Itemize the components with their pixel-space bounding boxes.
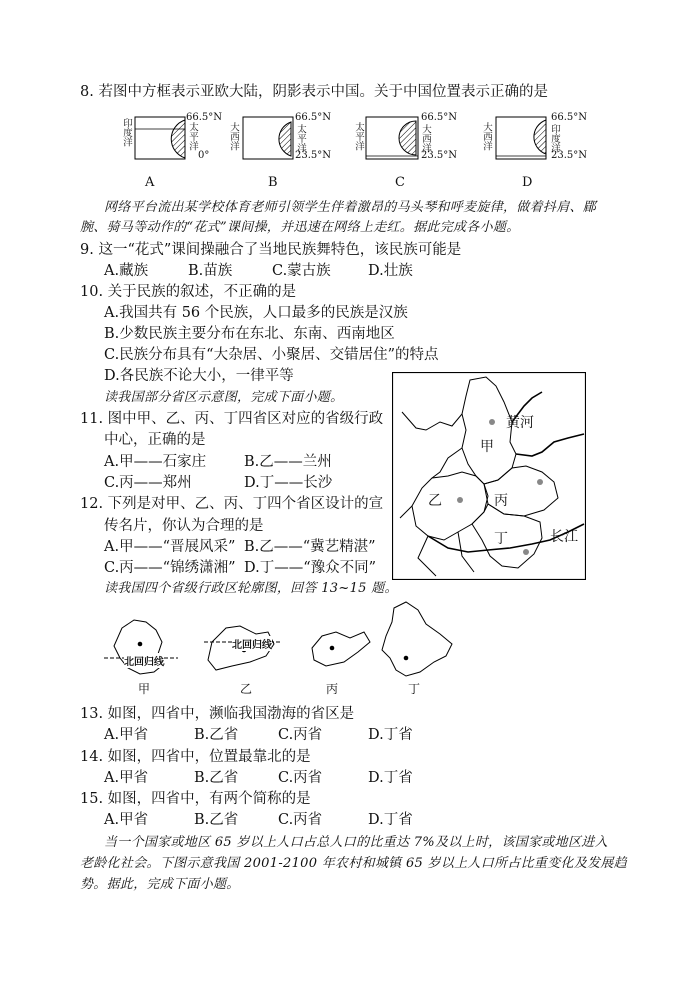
bottom-lat-label: 23.5°N: [295, 150, 332, 161]
q8-panel-c: [352, 112, 462, 174]
passage2-line3: 势。据此，完成下面小题。: [80, 877, 240, 892]
q8-panel-d: [478, 112, 598, 174]
q11-stem-line2: 中心，正确的是: [104, 432, 206, 448]
province-map: [392, 372, 586, 580]
top-lat-label: 66.5°N: [551, 112, 588, 123]
q14-option-c[interactable]: C.丙省: [278, 770, 323, 786]
q15-option-d[interactable]: D.丁省: [368, 812, 413, 828]
q9-option-d[interactable]: D.壮族: [368, 263, 413, 279]
q11-stem-line1: 11. 图中甲、乙、丙、丁四省区对应的省级行政: [80, 411, 384, 427]
q14-option-a[interactable]: A.甲省: [104, 770, 149, 786]
q13-option-a[interactable]: A.甲省: [104, 727, 149, 743]
q8-stem: 8. 若图中方框表示亚欧大陆，阴影表示中国。关于中国位置表示正确的是: [80, 84, 548, 100]
panel-c-letter: C: [395, 175, 405, 190]
tropic-line-label-jia: 北回归线: [124, 653, 164, 668]
q12-option-d[interactable]: D.丁——“豫众不同”: [244, 560, 377, 576]
q10-option-a[interactable]: A.我国共有 56 个民族，人口最多的民族是汉族: [104, 305, 408, 321]
q15-option-c[interactable]: C.丙省: [278, 812, 323, 828]
q13-option-b[interactable]: B.乙省: [194, 727, 239, 743]
right-sea-label: 大西洋: [420, 124, 431, 153]
outline-intro: 读我国四个省级行政区轮廓图，回答 13~15 题。: [104, 581, 398, 596]
jia-label: 甲: [480, 439, 494, 455]
map-intro: 读我国部分省区示意图，完成下面小题。: [104, 390, 344, 405]
passage1-line2: 腕、骑马等动作的“花式”课间操，并迅速在网络上走红。据此完成各小题。: [80, 220, 520, 235]
panel-a-letter: A: [145, 175, 155, 190]
left-sea-label: 太平洋: [353, 122, 364, 151]
right-sea-label: 太平洋: [295, 124, 306, 153]
q9-option-c[interactable]: C.蒙古族: [272, 263, 331, 279]
q13-option-c[interactable]: C.丙省: [278, 727, 323, 743]
q10-option-b[interactable]: B.少数民族主要分布在东北、东南、西南地区: [104, 326, 395, 342]
province-map-figure: [392, 372, 586, 580]
q15-stem: 15. 如图，四省中，有两个简称的是: [80, 791, 311, 807]
outline-label-yi: 乙: [240, 682, 253, 696]
outline-label-ding: 丁: [408, 682, 421, 696]
left-sea-label: 大西洋: [228, 122, 239, 151]
q15-option-a[interactable]: A.甲省: [104, 812, 149, 828]
outline-label-jia: 甲: [138, 682, 151, 696]
q10-option-c[interactable]: C.民族分布具有“大杂居、小聚居、交错居住”的特点: [104, 347, 439, 363]
bing-label: 丙: [494, 493, 508, 509]
city-dot: [537, 479, 543, 485]
bottom-lat-label: 23.5°N: [551, 150, 588, 161]
top-lat-label: 66.5°N: [186, 112, 223, 123]
q14-option-d[interactable]: D.丁省: [368, 770, 413, 786]
q10-stem: 10. 关于民族的叙述，不正确的是: [80, 284, 297, 300]
q11-option-d[interactable]: D.丁——长沙: [244, 475, 333, 491]
passage2-line2: 老龄化社会。下图示意我国 2001-2100 年农村和城镇 65 岁以上人口所占比重变化及发展趋: [80, 856, 628, 871]
q14-option-b[interactable]: B.乙省: [194, 770, 239, 786]
left-sea-label: 大西洋: [481, 122, 492, 151]
q9-option-b[interactable]: B.苗族: [188, 263, 233, 279]
changjiang-label: 长江: [550, 529, 578, 545]
province-outlines-figure: [100, 598, 460, 698]
q12-stem-line2: 传名片，你认为合理的是: [104, 518, 264, 534]
panel-d-letter: D: [522, 175, 533, 190]
passage1-line1: 网络平台流出某学校体育老师引领学生伴着激昂的马头琴和呼麦旋律，做着抖肩、郿: [104, 200, 597, 215]
q13-stem: 13. 如图，四省中，濒临我国渤海的省区是: [80, 706, 355, 722]
q12-stem-line1: 12. 下列是对甲、乙、丙、丁四个省区设计的宣: [80, 496, 384, 512]
q9-option-a[interactable]: A.藏族: [104, 263, 149, 279]
top-lat-label: 66.5°N: [295, 112, 332, 123]
q11-option-a[interactable]: A.甲——石家庄: [104, 454, 207, 470]
bottom-lat-label: 0°: [198, 150, 210, 161]
province-outlines: [100, 598, 460, 698]
passage2-line1: 当一个国家或地区 65 岁以上人口占总人口的比重达 7%及以上时，该国家或地区进入: [104, 835, 608, 850]
city-dot: [523, 549, 529, 555]
ding-label: 丁: [494, 531, 508, 547]
q12-option-c[interactable]: C.丙——“锦绣潇湘”: [104, 560, 236, 576]
q11-option-b[interactable]: B.乙——兰州: [244, 454, 332, 470]
yi-label: 乙: [428, 493, 442, 509]
bottom-lat-label: 23.5°N: [421, 150, 458, 161]
q8-panel-b: [227, 112, 337, 174]
left-sea-label: 印度洋: [121, 118, 132, 147]
city-dot: [457, 497, 463, 503]
q15-option-b[interactable]: B.乙省: [194, 812, 239, 828]
right-sea-label: 印度洋: [549, 124, 560, 153]
huanghe-label: 黄河: [506, 415, 534, 431]
q14-stem: 14. 如图，四省中，位置最靠北的是: [80, 749, 311, 765]
q12-option-b[interactable]: B.乙——“冀艺精湛”: [244, 539, 376, 555]
top-lat-label: 66.5°N: [421, 112, 458, 123]
q8-panel-a: [122, 112, 232, 174]
outline-label-bing: 丙: [326, 682, 339, 696]
panel-b-letter: B: [268, 175, 278, 190]
tropic-line-label-yi: 北回归线: [232, 636, 272, 651]
q11-option-c[interactable]: C.丙——郑州: [104, 475, 192, 491]
q13-option-d[interactable]: D.丁省: [368, 727, 413, 743]
q12-option-a[interactable]: A.甲——“晋展风采”: [104, 539, 236, 555]
city-dot: [489, 419, 495, 425]
q9-stem: 9. 这一“花式”课间操融合了当地民族舞特色，该民族可能是: [80, 242, 462, 258]
right-sea-label: 太平洋: [187, 122, 198, 151]
q10-option-d[interactable]: D.各民族不论大小，一律平等: [104, 368, 294, 384]
